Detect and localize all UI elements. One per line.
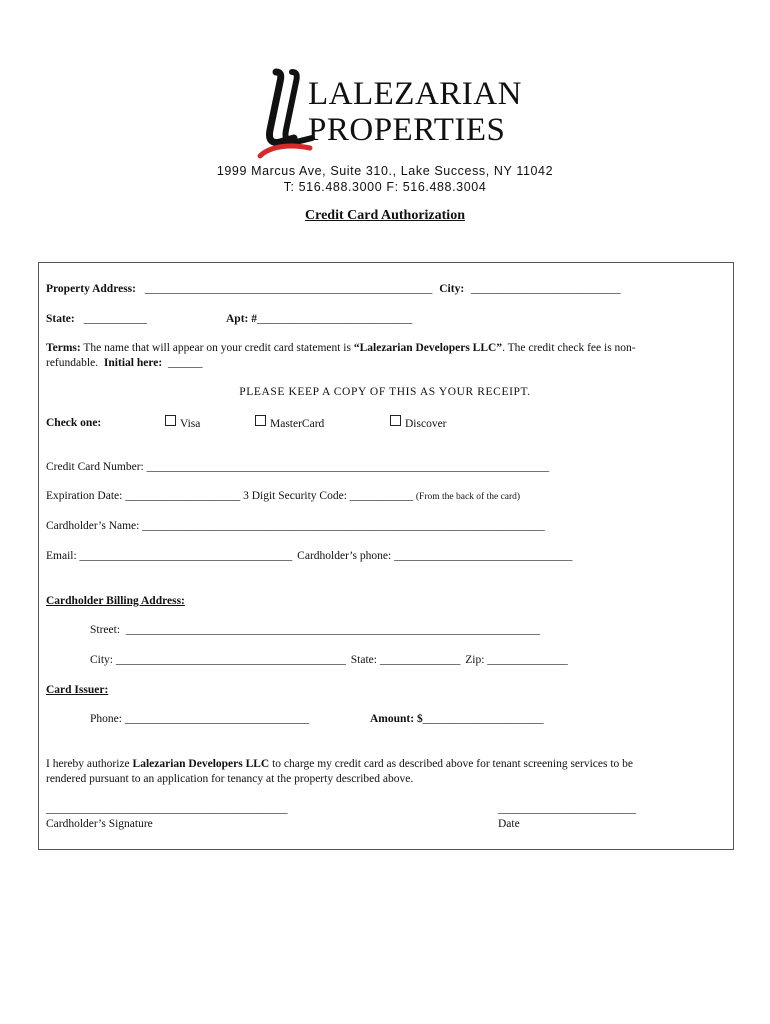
logo-line-1: LALEZARIAN bbox=[308, 76, 522, 112]
apt-label: Apt: # bbox=[226, 313, 257, 325]
authorization-text-2: to charge my credit card as described above for tenant screening services to be bbox=[269, 758, 634, 770]
company-address: 1999 Marcus Ave, Suite 310., Lake Success, NY 11042 bbox=[216, 164, 554, 178]
signature-label: Cardholder’s Signature bbox=[46, 818, 153, 830]
street-row bbox=[90, 624, 540, 636]
zip-field[interactable]: ______________ bbox=[487, 654, 568, 666]
amount-label: Amount: $ bbox=[370, 713, 423, 725]
billing-city-field[interactable]: ________________________________________ bbox=[115, 654, 346, 666]
discover-checkbox[interactable] bbox=[390, 415, 401, 426]
visa-checkbox[interactable] bbox=[165, 415, 176, 426]
cardholder-phone-label: Cardholder’s phone: bbox=[297, 550, 392, 562]
issuer-phone-label: Phone: bbox=[90, 713, 122, 725]
logo-line-2: PROPERTIES bbox=[308, 112, 506, 148]
terms-line-2 bbox=[46, 357, 203, 369]
state-label: State: bbox=[46, 313, 75, 325]
card-number-field[interactable]: ______________________________________________________________________ bbox=[146, 461, 550, 473]
card-number-row bbox=[46, 461, 549, 473]
property-address-field[interactable]: __________________________________________________ bbox=[144, 283, 433, 295]
security-code-label: 3 Digit Security Code: bbox=[243, 490, 347, 502]
terms-text-2: . The credit check fee is non- bbox=[502, 342, 636, 354]
state-row bbox=[46, 313, 147, 325]
amount-field[interactable]: _____________________ bbox=[422, 713, 544, 725]
cardholder-name-field[interactable]: ______________________________________________________________________ bbox=[142, 520, 545, 532]
terms-company: “Lalezarian Developers LLC” bbox=[353, 342, 503, 354]
billing-state-field[interactable]: ______________ bbox=[379, 654, 461, 666]
street-label: Street: bbox=[90, 624, 121, 636]
mastercard-option[interactable] bbox=[255, 415, 324, 430]
email-row bbox=[46, 550, 572, 562]
date-field[interactable]: ________________________ bbox=[498, 803, 636, 815]
billing-state-label: State: bbox=[350, 654, 377, 666]
billing-city-row bbox=[90, 654, 568, 666]
signature-field[interactable]: __________________________________________ bbox=[46, 803, 288, 815]
zip-label: Zip: bbox=[465, 654, 485, 666]
mastercard-label: MasterCard bbox=[270, 418, 325, 430]
company-phone-fax: T: 516.488.3000 F: 516.488.3004 bbox=[283, 180, 487, 194]
date-label: Date bbox=[498, 818, 520, 830]
email-field[interactable]: _____________________________________ bbox=[79, 550, 293, 562]
email-label: Email: bbox=[46, 550, 77, 562]
card-issuer-heading: Card Issuer: bbox=[46, 684, 109, 696]
cardholder-phone-field[interactable]: _______________________________ bbox=[394, 550, 573, 562]
cardholder-name-label: Cardholder’s Name: bbox=[46, 520, 140, 532]
state-field[interactable]: ___________ bbox=[83, 313, 147, 325]
issuer-phone-field[interactable]: ________________________________ bbox=[124, 713, 309, 725]
terms-line-1 bbox=[46, 342, 636, 354]
billing-city-label: City: bbox=[90, 654, 114, 666]
terms-line-2-text: refundable. bbox=[46, 357, 99, 369]
street-field[interactable]: ________________________________________________________________________ bbox=[125, 624, 540, 636]
security-code-note: (From the back of the card) bbox=[415, 492, 521, 502]
apt-field[interactable]: ___________________________ bbox=[257, 313, 413, 325]
issuer-phone-row bbox=[90, 713, 309, 725]
receipt-notice: PLEASE KEEP A COPY OF THIS AS YOUR RECEIPT. bbox=[239, 386, 531, 398]
terms-label: Terms: bbox=[46, 342, 81, 354]
authorization-line-1 bbox=[46, 758, 633, 770]
expiration-row bbox=[46, 490, 520, 502]
visa-option[interactable] bbox=[165, 415, 200, 430]
card-number-label: Credit Card Number: bbox=[46, 461, 144, 473]
apt-row bbox=[226, 313, 412, 325]
expiration-label: Expiration Date: bbox=[46, 490, 123, 502]
page-title: Credit Card Authorization bbox=[305, 208, 465, 223]
authorization-line-2: rendered pursuant to an application for tenancy at the property described above. bbox=[46, 773, 414, 785]
authorization-text: I hereby authorize bbox=[46, 758, 133, 770]
initial-field[interactable]: ______ bbox=[168, 357, 203, 369]
security-code-field[interactable]: ___________ bbox=[349, 490, 414, 502]
discover-label: Discover bbox=[405, 418, 447, 430]
city-field[interactable]: __________________________ bbox=[471, 283, 621, 295]
authorization-company: Lalezarian Developers LLC bbox=[132, 758, 270, 770]
amount-row bbox=[370, 713, 543, 725]
initial-label: Initial here: bbox=[103, 357, 163, 369]
mastercard-checkbox[interactable] bbox=[255, 415, 266, 426]
city-label: City: bbox=[439, 283, 465, 295]
cardholder-name-row bbox=[46, 520, 545, 532]
check-one-label: Check one: bbox=[46, 417, 102, 429]
company-logo bbox=[250, 68, 520, 168]
property-address-label: Property Address: bbox=[46, 283, 136, 295]
property-address-row bbox=[46, 283, 621, 295]
expiration-field[interactable]: ____________________ bbox=[125, 490, 241, 502]
visa-label: Visa bbox=[180, 418, 201, 430]
terms-text: The name that will appear on your credit card statement is bbox=[80, 342, 354, 354]
billing-address-heading: Cardholder Billing Address: bbox=[46, 595, 185, 607]
discover-option[interactable] bbox=[390, 415, 447, 430]
